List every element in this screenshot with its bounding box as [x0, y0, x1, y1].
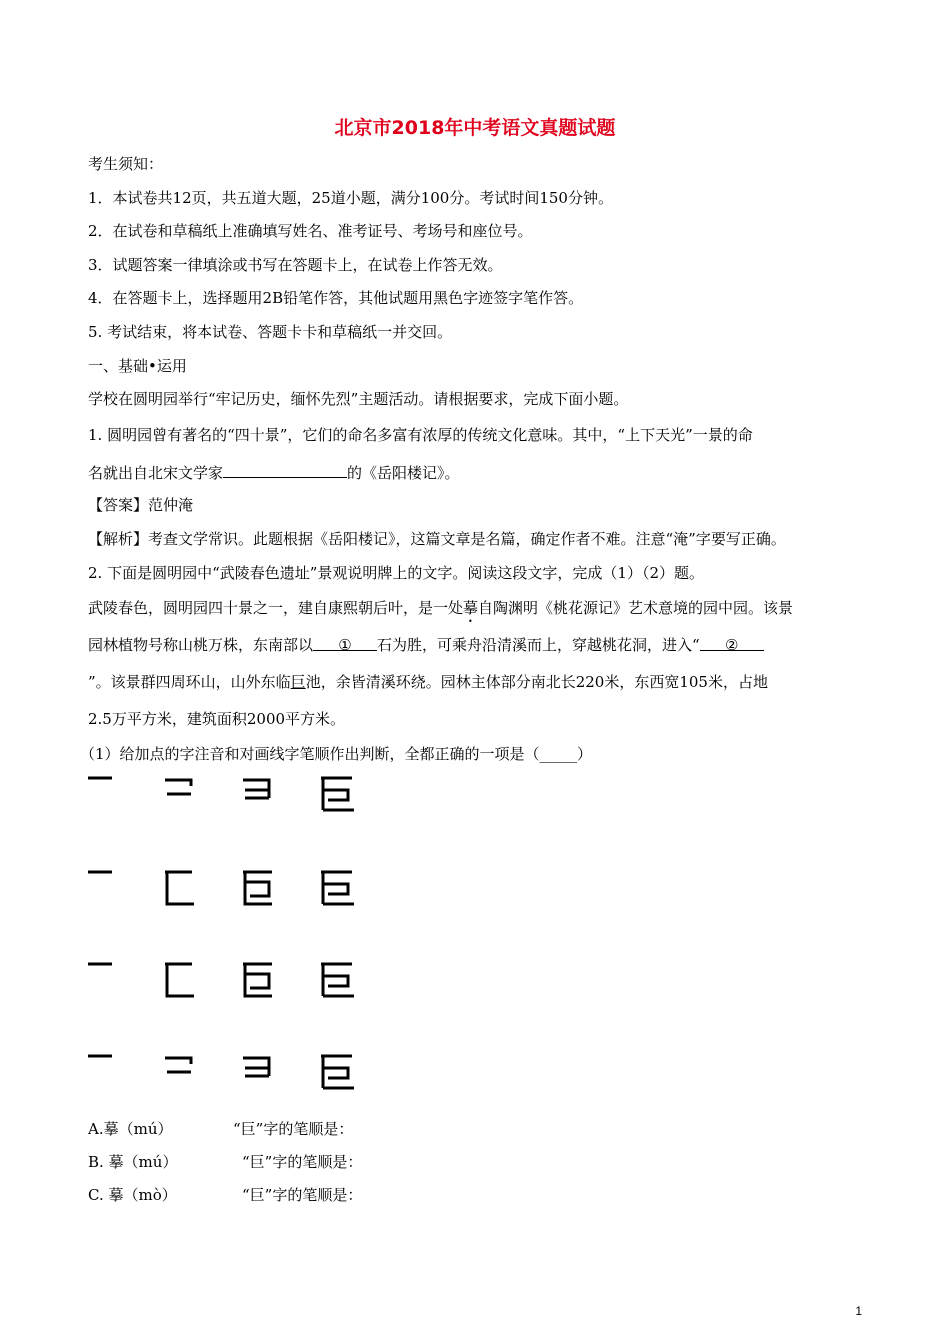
passage-text: 武陵春色，圆明园四十景之一，建自康熙朝后叶，是一处: [88, 599, 464, 617]
passage-text: 园林植物号称山桃万株，东南部以: [88, 636, 314, 654]
passage-line-3: [88, 671, 868, 693]
option-c: [88, 1184, 868, 1206]
passage-line-2: [88, 634, 868, 656]
stroke-order-row-3: [80, 958, 380, 1014]
stroke-step-2: [162, 866, 196, 908]
option-b-desc: “巨”字的笔顺是：: [242, 1153, 363, 1171]
stroke-order-row-1: [80, 772, 380, 828]
stroke-step-3: [240, 958, 276, 1002]
notice-item-5: 5. 考试结束，将本试卷、答题卡卡和草稿纸一并交回。: [88, 323, 453, 341]
notice-item-2: 2．在试卷和草稿纸上准确填写姓名、准考证号、考场号和座位号。: [88, 222, 533, 240]
notice-item-4: 4．在答题卡上，选择题用2B铅笔作答，其他试题用黑色字迹签字笔作答。: [88, 289, 584, 307]
stroke-step-1: [85, 1050, 115, 1090]
stroke-step-1: [85, 772, 115, 812]
question-1-answer: 【答案】范仲淹: [88, 496, 194, 514]
stroke-step-2: [162, 1050, 196, 1090]
blank-2: ②: [700, 634, 764, 651]
stroke-step-4: [318, 772, 358, 814]
answer-blank: [223, 461, 347, 478]
passage-text: 池，余皆清溪环绕。园林主体部分南北长220米，东西宽105米，占地: [305, 673, 768, 691]
stroke-order-row-4: [80, 1050, 380, 1106]
option-c-pinyin: C. 摹（mò）: [88, 1186, 177, 1204]
stroke-step-4: [318, 866, 358, 908]
notice-item-1: 1．本试卷共12页，共五道大题，25道小题，满分100分。考试时间150分钟。: [88, 189, 613, 207]
page-number: 1: [855, 1304, 862, 1318]
stroke-step-2: [162, 958, 196, 1000]
stroke-step-3: [240, 1050, 274, 1090]
question-1-text: 1. 圆明园曾有著名的“四十景”，它们的命名多富有浓厚的传统文化意味。其中，“上下天光”一景的命: [88, 426, 753, 444]
notice-heading: 考生须知：: [88, 155, 164, 173]
passage-line-4: 2.5万平方米，建筑面积2000平方米。: [88, 710, 346, 728]
question-2-text: 2. 下面是圆明园中“武陵春色遗址”景观说明牌上的文字。阅读这段文字，完成（1）（2）题。: [88, 564, 705, 582]
question-1-suffix: 的《岳阳楼记》。: [347, 464, 460, 482]
section-heading: 一、基础•运用: [88, 357, 187, 375]
blank-1: ①: [313, 634, 377, 651]
question-1-text-cont: [88, 461, 868, 484]
option-a-pinyin: A.摹（mú）: [88, 1120, 173, 1138]
passage-text: 石为胜，可乘舟沿清溪而上，穿越桃花洞，进入“: [377, 636, 700, 654]
option-c-desc: “巨”字的笔顺是：: [242, 1186, 363, 1204]
option-b: [88, 1151, 868, 1173]
passage-text: ”。该景群四周环山，山外东临: [88, 673, 291, 691]
stroke-step-3: [240, 866, 276, 910]
passage-line-1: [88, 597, 868, 626]
stroke-step-3: [240, 772, 274, 812]
underlined-character: 巨: [290, 673, 306, 691]
question-1-prefix: 名就出自北宋文学家: [88, 464, 224, 482]
passage-text: 自陶渊明《桃花源记》艺术意境的园中园。该景: [478, 599, 794, 617]
dotted-character: 摹: [463, 599, 479, 617]
option-b-pinyin: B. 摹（mú）: [88, 1153, 178, 1171]
option-a: [88, 1118, 868, 1140]
question-1-analysis: 【解析】考查文学常识。此题根据《岳阳楼记》，这篇文章是名篇，确定作者不难。注意“淹”字要写正确。: [88, 530, 786, 548]
stroke-step-1: [85, 866, 115, 906]
stroke-step-4: [318, 958, 358, 1000]
stroke-step-1: [85, 958, 115, 998]
option-a-desc: “巨”字的笔顺是：: [233, 1120, 354, 1138]
stroke-step-2: [162, 772, 196, 812]
activity-intro: 学校在圆明园举行“牢记历史，缅怀先烈”主题活动。请根据要求，完成下面小题。: [88, 390, 629, 408]
sub-question-1: （1）给加点的字注音和对画线字笔顺作出判断，全都正确的一项是（_____）: [80, 745, 593, 763]
notice-item-3: 3．试题答案一律填涂或书写在答题卡上，在试卷上作答无效。: [88, 256, 503, 274]
stroke-step-4: [318, 1050, 358, 1092]
stroke-order-row-2: [80, 866, 380, 922]
page-title: 北京市2018年中考语文真题试题: [334, 117, 616, 139]
